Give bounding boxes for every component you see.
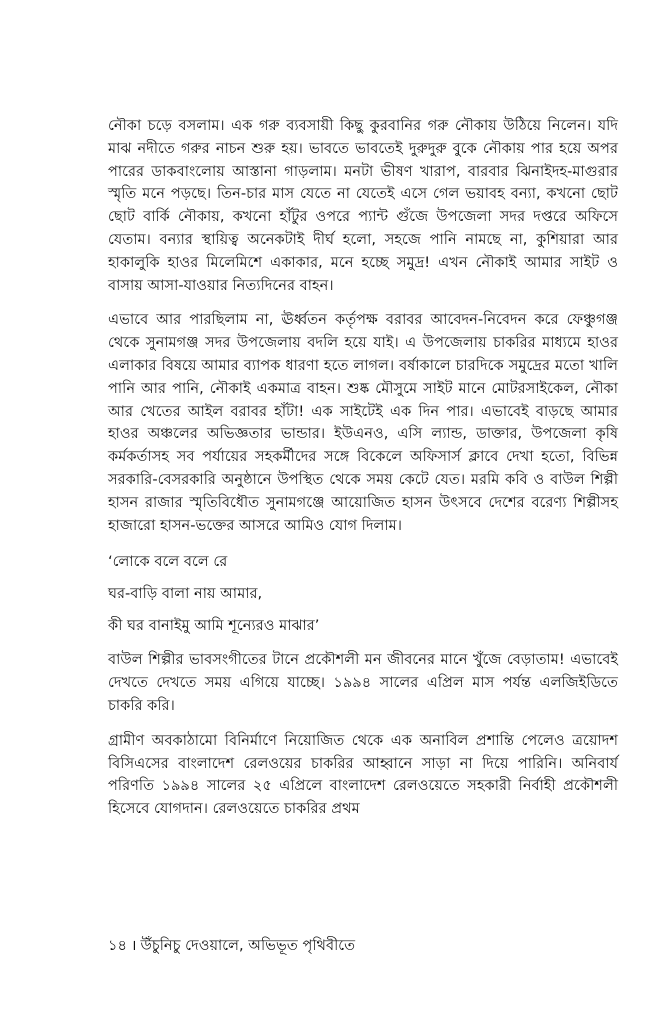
page-number: ১৪ [108,937,127,954]
paragraph-baul-music: বাউল শিল্পীর ভাবসংগীতের টানে প্রকৌশলী মন জীবনের মানে খুঁজে বেড়াতাম! এভাবেই দেখতে দেখতে সময় এগিয়ে যাচ্ছে। ১৯৯৪ সালের এপ্রিল মাস পর্যন্ত এলজিইডিতে চাকরি করি। [108,651,618,714]
paragraph-railway-joining: গ্রামীণ অবকাঠামো বিনির্মাণে নিয়োজিত থেকে এক অনাবিল প্রশান্তি পেলেও ত্রয়োদশ বিসিএসের বাংলাদেশ রেলওয়ের চাকরির আহ্বানে সাড়া না দিয়ে পারিনি। অনিবার্য পরিণতি ১৯৯৪ সালের ২৫ এপ্রিলে বাংলাদেশ রেলওয়েতে সহকারী নির্বাহী প্রকৌশলী হিসেবে যোগদান। রেলওয়েতে চাকরির প্রথম [108,731,618,818]
paragraph-transfer-sunamganj: এভাবে আর পারছিলাম না, ঊর্ধ্বতন কর্তৃপক্ষ বরাবর আবেদন-নিবেদন করে ফেঞ্চুগঞ্জ থেকে সুনামগঞ্জ সদর উপজেলায় বদলি হয়ে যাই। এ উপজেলায় চাকরির মাধ্যমে হাওর এলাকার বিষয়ে আমার ব্যাপক ধারণা হতে লাগল। বর্ষাকালে চারদিকে সমুদ্রের মতো খালি পানি আর পানি, নৌকাই একমাত্র বাহন। শুষ্ক মৌসুমে সাইট মানে মোটরসাইকেল, নৌকা আর খেতের আইল বরাবর হাঁটা! এক সাইটেই এক দিন পার। এভাবেই বাড়ছে আমার হাওর অঞ্চলের অভিজ্ঞতার ভান্ডার। ইউএনও, এসি ল্যান্ড, ডাক্তার, উপজেলা কৃষি কর্মকর্তাসহ সব পর্যায়ের সহকর্মীদের সঙ্গে বিকেলে অফিসার্স ক্লাবে দেখা হতো, বিভিন্ন সরকারি-বেসরকারি অনুষ্ঠানে উপস্থিত থেকে সময় কেটে যেত। মরমি কবি ও বাউল শিল্পী হাসন রাজার স্মৃতিবিধৌত সুনামগঞ্জে আয়োজিত হাসন উৎসবে দেশের বরেণ্য শিল্পীসহ হাজারো হাসন-ভক্তের আসরে আমিও যোগ দিলাম। [108,311,618,534]
page-footer [108,935,355,957]
book-title: উঁচুনিচু দেওয়ালে, অভিভূত পৃথিবীতে [140,937,356,954]
footer-separator: । [130,937,137,954]
verse-line-1: ‘লোকে বলে বলে রে [108,553,228,571]
verse-line-2: ঘর-বাড়ি বালা নায় আমার, [108,585,263,603]
verse-line-3: কী ঘর বানাইমু আমি শূন্যেরও মাঝার’ [108,617,320,635]
book-page-body [108,115,618,821]
paragraph-boat-journey: নৌকা চড়ে বসলাম। এক গরু ব্যবসায়ী কিছু কুরবানির গরু নৌকায় উঠিয়ে নিলেন। যদি মাঝ নদীতে গরুর নাচন শুরু হয়। ভাবতে ভাবতেই দুরুদুরু বুকে নৌকায় পার হয়ে অপর পারের ডাকবাংলোয় আস্তানা গাড়লাম। মনটা ভীষণ খারাপ, বারবার ঝিনাইদহ-মাগুরার স্মৃতি মনে পড়ছে। তিন-চার মাস যেতে না যেতেই এসে গেল ভয়াবহ বন্যা, কখনো ছোট ছোট বার্কি নৌকায়, কখনো হাঁটুর ওপরে প্যান্ট গুঁজে উপজেলা সদর দপ্তরে অফিসে যেতাম। বন্যার স্থায়িত্ব অনেকটাই দীর্ঘ হলো, সহজে পানি নামছে না, কুশিয়ারা আর হাকালুকি হাওর মিলেমিশে একাকার, মনে হচ্ছে সমুদ্র! এখন নৌকাই আমার সাইট ও বাসায় আসা-যাওয়ার নিত্যদিনের বাহন। [108,117,618,294]
verse-block [108,551,618,637]
